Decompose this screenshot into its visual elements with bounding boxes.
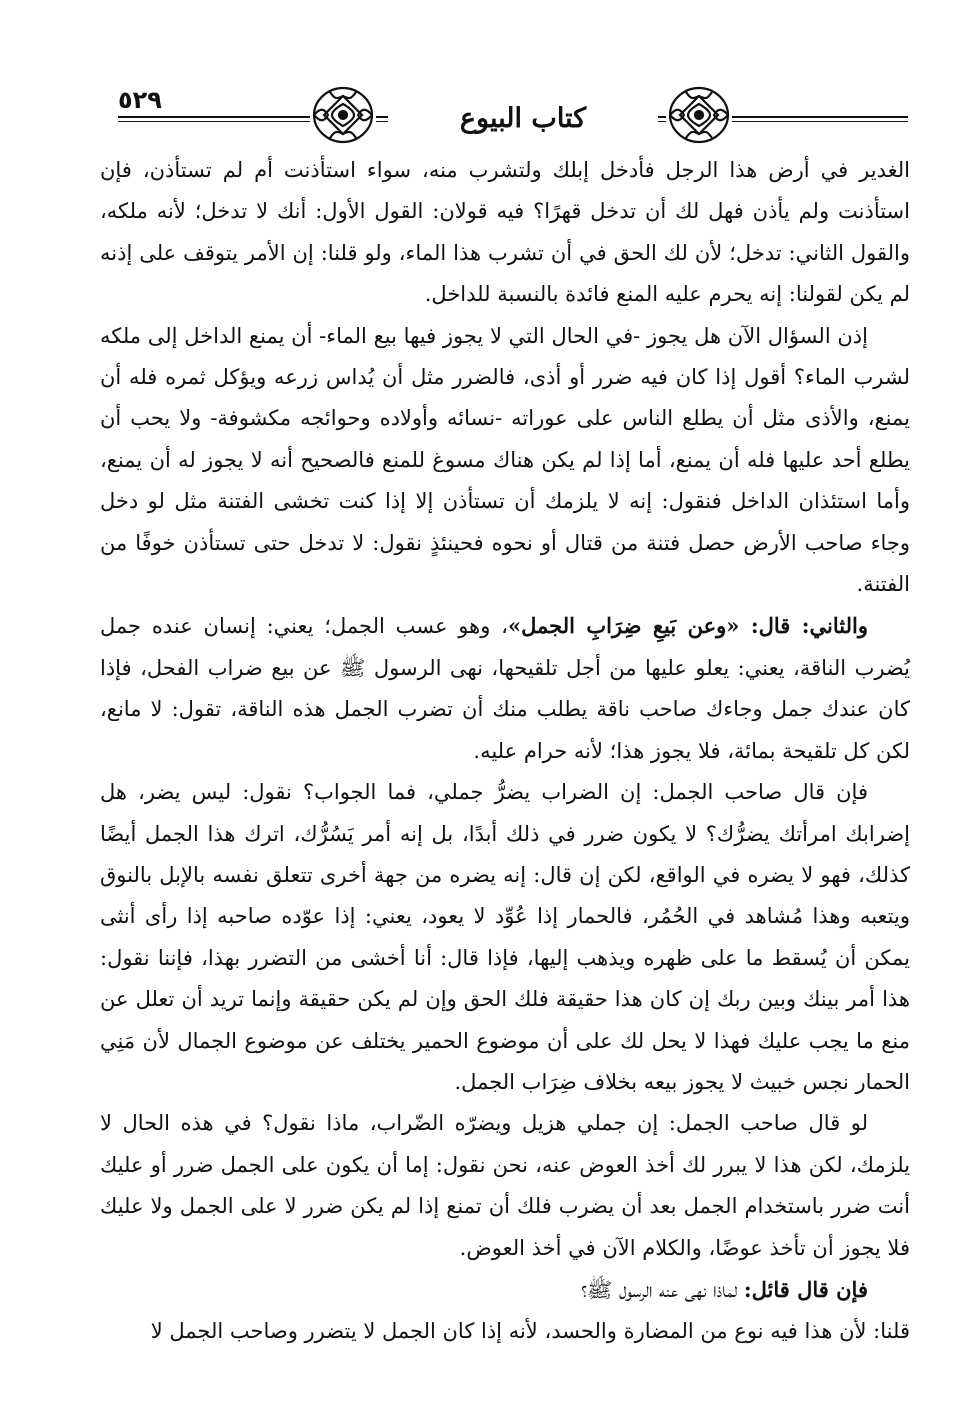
paragraph-text: لماذا نهى عنه الرسول ﷺ؟	[581, 1277, 744, 1302]
paragraph: قلنا: لأن هذا فيه نوع من المضارة والحسد، لأنه إذا كان الجمل لا يتضرر وصاحب الجمل لا	[150, 1319, 910, 1344]
body-text	[100, 150, 910, 1353]
paragraph: لو قال صاحب الجمل: إن جملي هزيل ويضرّه الضّراب، ماذا نقول؟ في هذه الحال لا يلزمك، لكن هذا لا يبرر لك أخذ العوض عنه، نحن نقول: إما أن يكون على الجمل ضرر أو عليك أنت ضرر باستخدام الجمل بعد أن يضرب فلك أن تمنع إذا لم يكن ضرر لا على الجمل ولا عليك فلا يجوز أن تأخذ عوضًا، والكلام الآن في أخذ العوض.	[100, 1111, 910, 1260]
paragraph: إذن السؤال الآن هل يجوز -في الحال التي لا يجوز فيها بيع الماء- أن يمنع الداخل إلى ملكه لشرب الماء؟ أقول إذا كان فيه ضرر أو أذى، فالضرر مثل أن يُداس زرعه ويؤكل ثمره فله أن يمنع، والأذى مثل أن يطلع الناس على عوراته -نسائه وأولاده وحوائجه مكشوفة- ولا يحب أن يطلع أحد عليها فله أن يمنع، أما إذا لم يكن هناك مسوغ للمنع فالصحيح أنه لا يجوز له أن يمنع، وأما استئذان الداخل فنقول: إنه لا يلزمك أن تستأذن إلا إذا كنت تخشى الفتنة مثل لو دخل وجاء صاحب الأرض حصل فتنة من قتال أو نحوه فحينئذٍ نقول: لا تدخل حتى تستأذن خوفًا من الفتنة.	[100, 323, 911, 597]
paragraph	[100, 605, 910, 772]
arabesque-ornament-icon	[310, 84, 376, 146]
hadith-quote: والثاني: قال: «وعن بَيعِ ضِرَابِ الجمل»	[507, 613, 868, 639]
paragraph-text: ، وهو عسب الجمل؛ يعني: إنسان عنده جمل يُضرب الناقة، يعني: يعلو عليها من أجل تلقيحها، نهى الرسول ﷺ عن بيع ضراب الفحل، فإذا كان عندك جمل وجاءك صاحب ناقة يطلب منك أن تضرب الجمل هذه الناقة، تقول: لا مانع، لكن كل تلقيحة بمائة، فلا يجوز هذا؛ لأنه حرام عليه.	[100, 614, 910, 763]
paragraph: الغدير في أرض هذا الرجل فأدخل إبلك ولتشرب منه، سواء استأذنت أم لم تستأذن، فإن استأذنت ولم يأذن فهل لك أن تدخل قهرًا؟ فيه قولان: القول الأول: أنك لا تدخل؛ لأنه ملكه، والقول الثاني: تدخل؛ لأن لك الحق في أن تشرب هذا الماء، ولو قلنا: إن الأمر يتوقف على إذنه لم يكن لقولنا: إنه يحرم عليه المنع فائدة بالنسبة للداخل.	[100, 158, 910, 307]
paragraph: فإن قال صاحب الجمل: إن الضراب يضرُّ جملي، فما الجواب؟ نقول: ليس يضر، هل إضرابك امرأتك يضرُّك؟ لا يكون ضرر في ذلك أبدًا، بل إنه أمر يَسُرُّك، اترك هذا الجمل أيضًا كذلك، فهو لا يضره في الواقع، لكن إن قال: إنه يضره من جهة أخرى تتعلق نفسه بالإبل بالنوق ويتعبه وهذا مُشاهد في الحُمُر، فالحمار إذا عُوِّد لا يعود، يعني: إذا عوّده صاحبه إذا رأى أنثى يمكن أن يُسقط ما على ظهره ويذهب إليها، فإذا قال: أنا أخشى من التضرر بهذا، فإننا نقول: هذا أمر بينك وبين ربك إن كان هذا حقيقة فلك الحق وإن لم يكن حقيقة وإنما تريد أن تعلل عن منع ما يجب عليك فهذا لا يحل لك على أن موضوع الحمير يختلف عن موضوع الجمال لأن مَنِي الحمار نجس خبيث لا يجوز بيعه بخلاف ضِرَاب الجمل.	[100, 780, 910, 1094]
paragraph	[100, 1269, 910, 1311]
page-header	[118, 80, 908, 150]
book-title: كتاب البيوع	[388, 102, 658, 136]
arabesque-ornament-icon	[666, 84, 732, 146]
page-number: ٥٢٩	[118, 86, 162, 114]
question-lead: فإن قال قائل:	[743, 1276, 868, 1302]
